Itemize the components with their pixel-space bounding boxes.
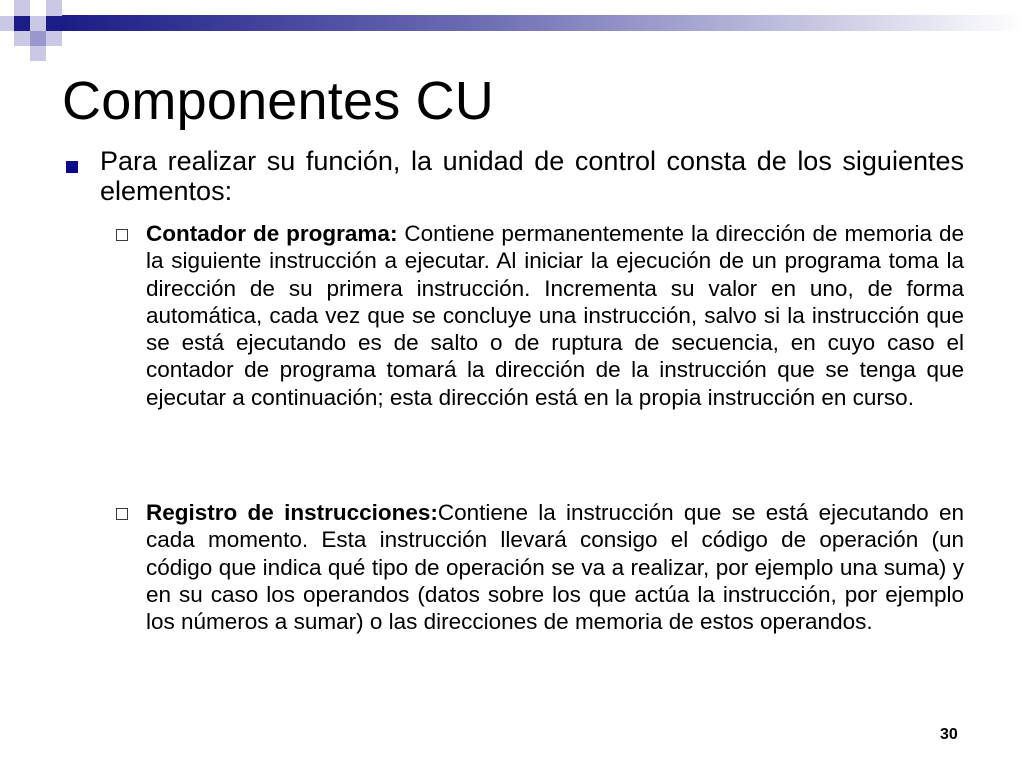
square-bullet-icon	[66, 161, 78, 173]
hollow-square-bullet-icon	[116, 508, 128, 520]
item-description: Contiene permanentemente la dirección de memoria de la siguiente instrucción a ejecutar. Al iniciar la ejecución de un programa toma la dirección de su primera instrucción. Incrementa su valor en uno, de forma automática, cada vez que se concluye una instrucción, salvo si la instrucción que se está ejecutando es de salto o de ruptura de secuencia, en cuyo caso el contador de programa tomará la dirección de la instrucción que se tenga que ejecutar a continuación; esta dirección está en la propia instrucción en curso.	[146, 221, 964, 410]
hollow-square-bullet-icon	[116, 229, 128, 241]
item-term: Registro de instrucciones:	[146, 500, 438, 525]
deco-square	[46, 16, 62, 31]
header-gradient-bar	[62, 15, 1024, 31]
decorative-header-pattern	[0, 0, 1024, 70]
deco-square	[0, 16, 14, 31]
deco-square	[14, 31, 30, 46]
main-bullet-text: Para realizar su función, la unidad de control consta de los siguientes elementos:	[100, 146, 964, 206]
list-item-registro-de-instrucciones	[146, 499, 964, 635]
deco-square	[14, 16, 30, 31]
item-term: Contador de programa:	[146, 221, 398, 246]
deco-square	[14, 0, 30, 16]
list-item-contador-de-programa	[146, 220, 964, 411]
page-number: 30	[940, 726, 958, 743]
item-description: Contiene la instrucción que se está ejecutando en cada momento. Esta instrucción llevará consigo el código de operación (un código que indica qué tipo de operación se va a realizar, por ejemplo una suma) y en su caso los operandos (datos sobre los que actúa la instrucción, por ejemplo los números a sumar) o las direcciones de memoria de estos operandos.	[146, 500, 964, 635]
deco-square	[30, 31, 46, 46]
deco-square	[30, 46, 46, 61]
deco-square	[46, 31, 62, 46]
deco-square	[30, 16, 46, 31]
deco-square	[46, 0, 62, 16]
slide-title: Componentes CU	[62, 71, 495, 131]
